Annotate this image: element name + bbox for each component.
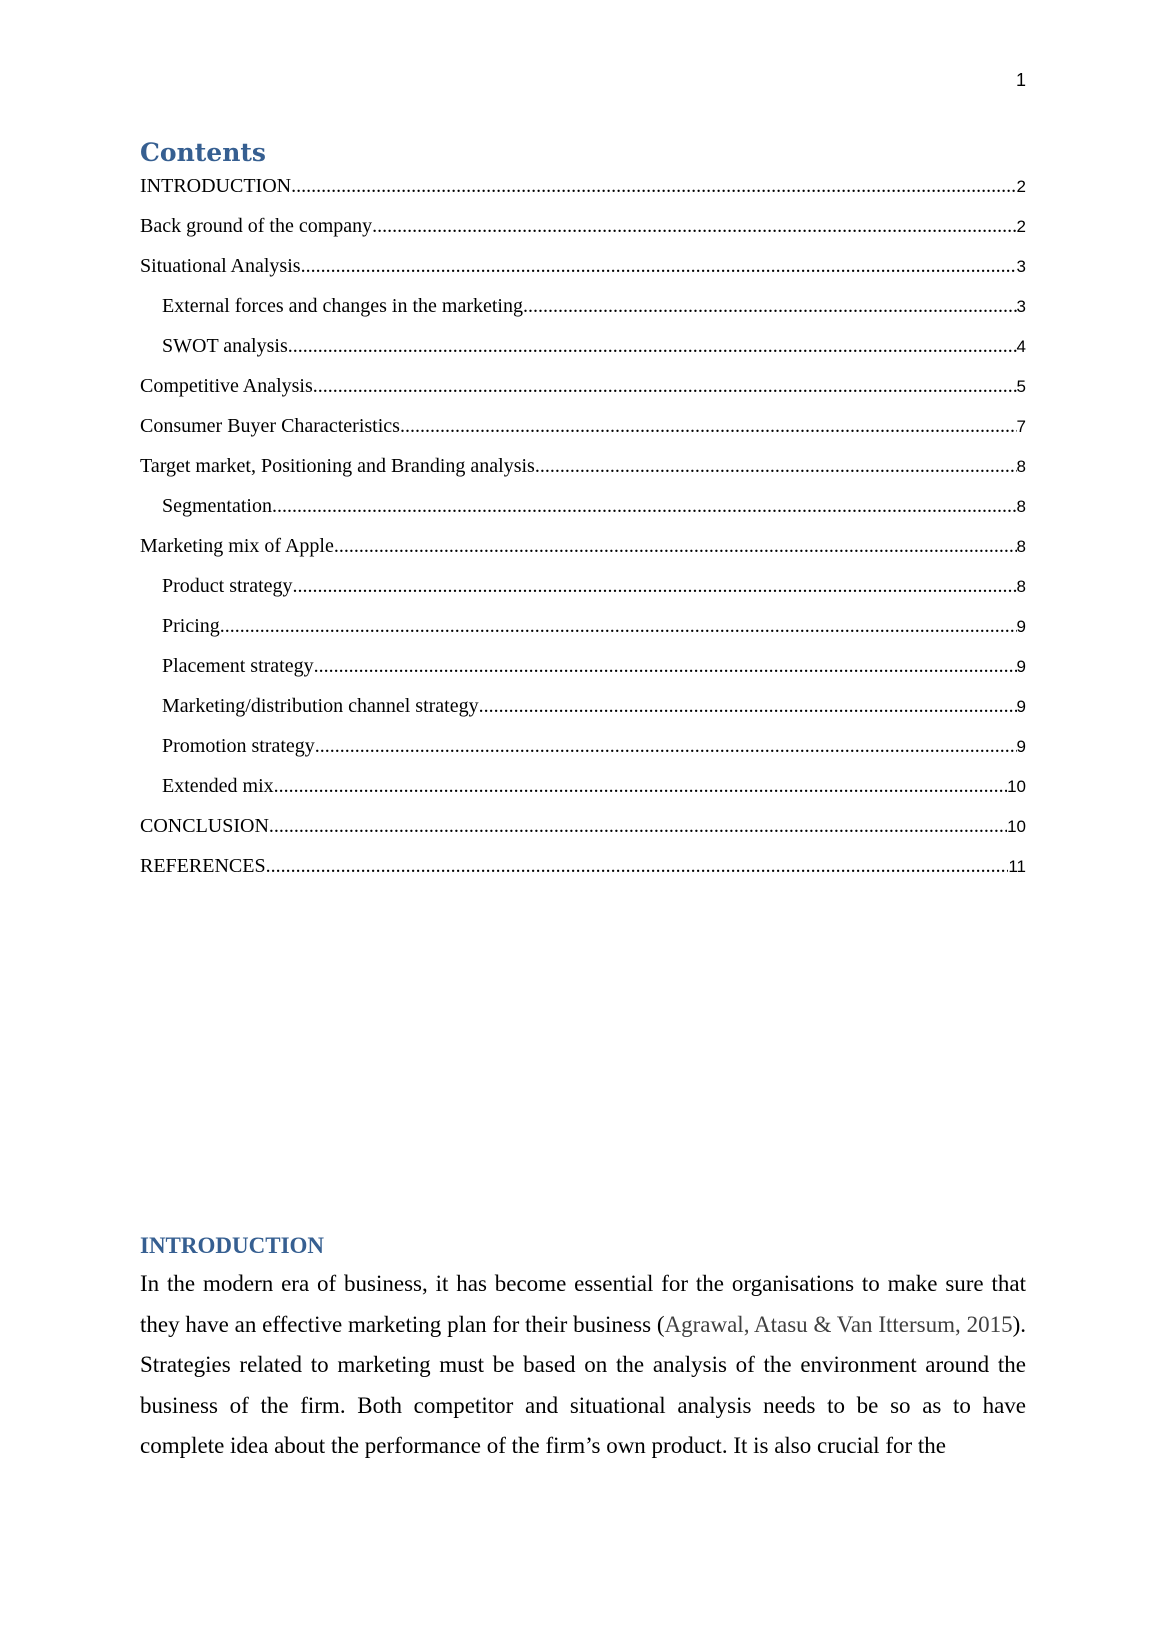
toc-entry-page-number: 3 bbox=[1016, 257, 1026, 276]
toc-entry[interactable] bbox=[140, 295, 1026, 335]
toc-entry-page-number: 9 bbox=[1016, 737, 1026, 756]
toc-entry[interactable] bbox=[140, 735, 1026, 775]
citation-link[interactable]: Agrawal, Atasu & Van Ittersum, 2015 bbox=[664, 1311, 1013, 1337]
toc-entry-page-number: 10 bbox=[1007, 777, 1026, 796]
toc-entry-label: Placement strategy bbox=[162, 655, 314, 677]
toc-entry-page-number: 5 bbox=[1016, 377, 1026, 396]
toc-entry-label: REFERENCES bbox=[140, 855, 266, 877]
toc-dot-leader bbox=[288, 335, 1017, 358]
toc-entry[interactable] bbox=[140, 255, 1026, 295]
toc-entry-label: Consumer Buyer Characteristics bbox=[140, 415, 400, 437]
toc-entry-page-number: 4 bbox=[1016, 337, 1026, 356]
toc-entry-page-number: 2 bbox=[1016, 177, 1026, 196]
table-of-contents bbox=[140, 175, 1026, 895]
toc-entry-label: INTRODUCTION bbox=[140, 175, 292, 197]
toc-entry-label: Marketing/distribution channel strategy bbox=[162, 695, 479, 717]
toc-entry-label: Situational Analysis bbox=[140, 255, 301, 277]
toc-dot-leader bbox=[334, 535, 1017, 558]
toc-entry[interactable] bbox=[140, 175, 1026, 215]
toc-dot-leader bbox=[220, 615, 1017, 638]
toc-entry[interactable] bbox=[140, 815, 1026, 855]
toc-entry[interactable] bbox=[140, 575, 1026, 615]
toc-dot-leader bbox=[479, 695, 1017, 718]
toc-entry-label: SWOT analysis bbox=[162, 335, 288, 357]
toc-dot-leader bbox=[269, 815, 1007, 838]
toc-entry-page-number: 11 bbox=[1008, 857, 1026, 876]
toc-dot-leader bbox=[274, 775, 1007, 798]
toc-entry-page-number: 9 bbox=[1016, 697, 1026, 716]
toc-entry-label: CONCLUSION bbox=[140, 815, 269, 837]
toc-entry-page-number: 8 bbox=[1016, 577, 1026, 596]
toc-entry-page-number: 8 bbox=[1016, 537, 1026, 556]
toc-entry[interactable] bbox=[140, 335, 1026, 375]
toc-entry[interactable] bbox=[140, 375, 1026, 415]
toc-entry-label: Product strategy bbox=[162, 575, 293, 597]
toc-entry-page-number: 10 bbox=[1007, 817, 1026, 836]
toc-entry-page-number: 7 bbox=[1016, 417, 1026, 436]
toc-entry[interactable] bbox=[140, 215, 1026, 255]
toc-entry[interactable] bbox=[140, 695, 1026, 735]
introduction-text-start: In the modern era of business, it has become essential for the organisations to make sure that they have an effective marketing plan for their business ( bbox=[140, 1271, 1026, 1337]
toc-entry[interactable] bbox=[140, 615, 1026, 655]
toc-entry-label: Target market, Positioning and Branding analysis bbox=[140, 455, 535, 477]
toc-entry-page-number: 9 bbox=[1016, 617, 1026, 636]
toc-entry-page-number: 9 bbox=[1016, 657, 1026, 676]
toc-dot-leader bbox=[293, 575, 1017, 598]
toc-entry-page-number: 2 bbox=[1016, 217, 1026, 236]
toc-entry-label: Competitive Analysis bbox=[140, 375, 313, 397]
toc-dot-leader bbox=[313, 375, 1017, 398]
toc-dot-leader bbox=[523, 295, 1017, 318]
toc-entry-page-number: 3 bbox=[1016, 297, 1026, 316]
toc-dot-leader bbox=[314, 655, 1017, 678]
toc-entry-label: Marketing mix of Apple bbox=[140, 535, 334, 557]
toc-dot-leader bbox=[272, 495, 1017, 518]
toc-dot-leader bbox=[535, 455, 1017, 478]
toc-entry-page-number: 8 bbox=[1016, 497, 1026, 516]
toc-entry-label: External forces and changes in the marketing bbox=[162, 295, 523, 317]
toc-dot-leader bbox=[400, 415, 1017, 438]
page-number: 1 bbox=[1015, 70, 1026, 90]
toc-heading: Contents bbox=[140, 138, 267, 167]
toc-entry-page-number: 8 bbox=[1016, 457, 1026, 476]
toc-entry[interactable] bbox=[140, 495, 1026, 535]
introduction-paragraph bbox=[140, 1264, 1026, 1467]
toc-entry[interactable] bbox=[140, 655, 1026, 695]
toc-dot-leader bbox=[266, 855, 1009, 878]
introduction-text-end: ). Strategies related to marketing must be based on the analysis of the environment around the business of the firm. Both competitor and situational analysis needs to be so as to have complete idea about the performance of the firm’s own product. It is also crucial for the bbox=[140, 1311, 1026, 1458]
introduction-heading: INTRODUCTION bbox=[140, 1233, 325, 1258]
toc-entry-label: Promotion strategy bbox=[162, 735, 315, 757]
toc-dot-leader bbox=[315, 735, 1017, 758]
toc-entry[interactable] bbox=[140, 415, 1026, 455]
toc-entry[interactable] bbox=[140, 455, 1026, 495]
toc-dot-leader bbox=[372, 215, 1016, 238]
toc-entry-label: Segmentation bbox=[162, 495, 272, 517]
toc-dot-leader bbox=[301, 255, 1017, 278]
toc-entry[interactable] bbox=[140, 775, 1026, 815]
toc-entry-label: Back ground of the company bbox=[140, 215, 373, 237]
toc-entry[interactable] bbox=[140, 855, 1026, 895]
toc-entry-label: Extended mix bbox=[162, 775, 274, 797]
toc-dot-leader bbox=[291, 175, 1016, 198]
toc-entry[interactable] bbox=[140, 535, 1026, 575]
toc-entry-label: Pricing bbox=[162, 615, 220, 637]
